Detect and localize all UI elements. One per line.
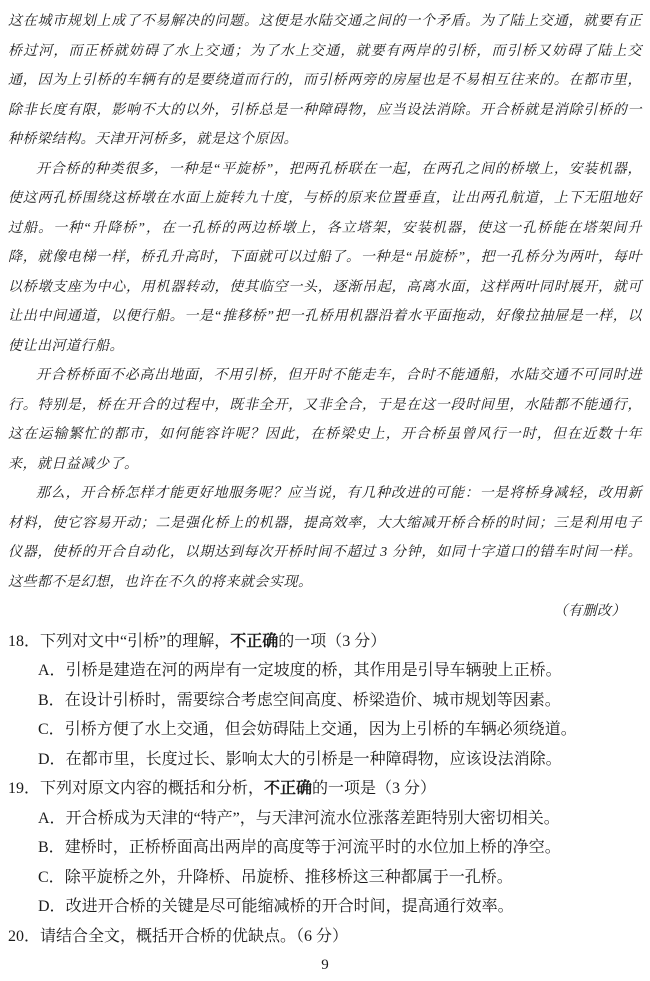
option-label: D． (38, 898, 66, 915)
question-number: 20． (8, 927, 41, 945)
option-text: 在都市里，长度过长、影响太大的引桥是一种障碍物，应该设法消除。 (65, 750, 562, 768)
option-row (8, 892, 642, 922)
option-label: B． (38, 691, 65, 709)
passage-paragraph: 开合桥桥面不必高出地面，不用引桥，但开时不能走车，合时不能通船，水陆交通不可同时进行。特别是，桥在开合的过程中，既非全开，又非全合，于是在这一段时间里，水陆都不能通行，这在运输繁忙的都市，如何能容许呢？因此，在桥梁史上，开合桥虽曾风行一时，但在近数十年来，就日益减少了。 (8, 368, 642, 472)
stem-prefix: 下列对原文内容的概括和分析， (40, 780, 265, 797)
stem-bold: 不正确 (264, 780, 313, 797)
option-label: D． (38, 750, 66, 768)
stem-suffix: 的一项是（3 分） (312, 780, 437, 797)
option-row (8, 804, 642, 834)
stem-prefix: 下列对文中“引桥”的理解， (40, 632, 231, 650)
stem-prefix: 请结合全文，概括开合桥的优缺点。（6 分） (40, 927, 349, 945)
option-text: 开合桥成为天津的“特产”，与天津河流水位涨落差距特别大密切相关。 (65, 809, 560, 827)
passage-paragraph: 这在城市规划上成了不易解决的问题。这便是水陆交通之间的一个矛盾。为了陆上交通，就要有正桥过河，而正桥就妨碍了水上交通；为了水上交通，就要有两岸的引桥，而引桥又妨碍了陆上交通，因为上引桥的车辆有的是要绕道而行的，而引桥两旁的房屋也是不易相互往来的。在都市里，除非长度有限，影响不大的以外，引桥总是一种障碍物，应当设法消除。开合桥就是消除引桥的一种桥梁结构。天津开河桥多，就是这个原因。 (8, 14, 642, 147)
attribution-note: （有删改） (553, 604, 626, 619)
question-stem-text (40, 633, 386, 650)
stem-bold: 不正确 (230, 632, 279, 650)
reading-passage (8, 7, 642, 627)
option-label: B． (38, 839, 65, 856)
option-label: A． (38, 809, 66, 827)
question-number: 18． (8, 632, 41, 650)
question-number: 19． (8, 780, 41, 797)
option-label: C． (38, 868, 65, 886)
option-row (8, 686, 642, 716)
question-stem-text (40, 928, 348, 945)
option-row (8, 656, 642, 686)
passage-paragraph: 开合桥的种类很多，一种是“平旋桥”，把两孔桥联在一起，在两孔之间的桥墩上，安装机器，使这两孔桥围绕这桥墩在水面上旋转九十度，与桥的原来位置垂直，让出两孔航道，上下无阻地好过船。一种“升降桥”，在一孔桥的两边桥墩上，各立塔架，安装机器，使这一孔桥能在塔架间升降，就像电梯一样，桥孔升高时，下面就可以过船了。一种是“吊旋桥”，把一孔桥分为两叶，每叶以桥墩支座为中心，用机器转动，使其临空一头，逐渐吊起，高离水面，这样两叶同时展开，就可让出中间通道，以便行船。一是“推移桥”把一孔桥用机器沿着水平面拖动，好像拉抽屉是一样，以使让出河道行船。 (8, 161, 642, 354)
question-20-stem (8, 922, 642, 952)
option-text: 建桥时，正桥桥面高出两岸的高度等于河流平时的水位加上桥的净空。 (64, 839, 561, 856)
page-number: 9 (321, 957, 329, 973)
option-text: 改进开合桥的关键是尽可能缩减桥的开合时间，提高通行效率。 (65, 898, 514, 915)
stem-suffix: 的一项（3 分） (278, 632, 387, 650)
option-text: 引桥是建造在河的两岸有一定坡度的桥，其作用是引导车辆驶上正桥。 (65, 662, 562, 679)
question-section (8, 627, 642, 952)
question-18-stem (8, 627, 642, 657)
option-text: 引桥方便了水上交通，但会妨碍陆上交通，因为上引桥的车辆必须绕道。 (64, 721, 577, 738)
passage-paragraph: 那么，开合桥怎样才能更好地服务呢？应当说，有几种改进的可能：一是将桥身减轻，改用新材料，使它容易开动；二是强化桥上的机器，提高效率，大大缩减开桥合桥的时间；三是利用电子仪器，使桥的开合自动化，以期达到每次开桥时间不超过 3 分钟，如同十字道口的错车时间一样。这些都不是幻想，也许在不久的将来就会实现。 (8, 486, 642, 590)
option-row (8, 863, 642, 893)
option-row (8, 745, 642, 775)
question-stem-text (40, 780, 436, 797)
option-label: A． (38, 662, 66, 679)
option-row (8, 715, 642, 745)
option-text: 在设计引桥时，需要综合考虑空间高度、桥梁造价、城市规划等因素。 (64, 691, 561, 709)
question-19-stem (8, 774, 642, 804)
option-label: C． (38, 721, 65, 738)
option-text: 除平旋桥之外，升降桥、吊旋桥、推移桥这三种都属于一孔桥。 (64, 868, 513, 886)
option-row (8, 833, 642, 863)
